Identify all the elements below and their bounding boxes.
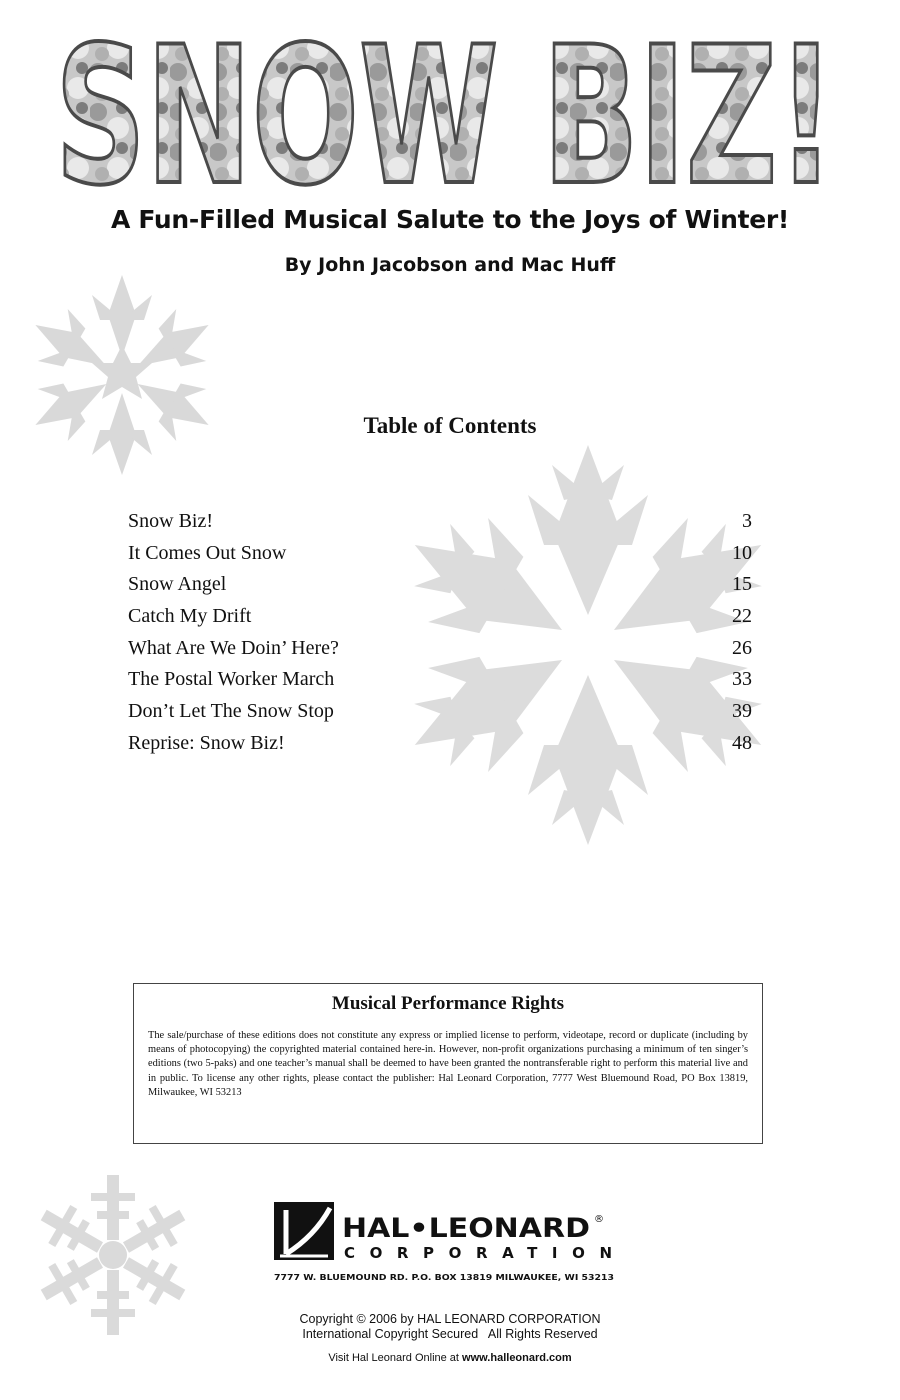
toc-entry — [128, 538, 752, 570]
toc-entry — [128, 506, 752, 538]
toc-entry-page: 26 — [732, 636, 752, 659]
toc-entry-page: 39 — [732, 700, 752, 723]
toc-entry — [128, 664, 752, 696]
publisher-corporation: CORPORATION — [344, 1244, 612, 1262]
toc-entry-page: 10 — [732, 541, 752, 564]
snowflake-small-icon — [12, 265, 232, 485]
toc-entry-title: Don’t Let The Snow Stop — [128, 700, 334, 723]
toc-entry-title: What Are We Doin’ Here? — [128, 636, 339, 659]
visit-line — [0, 1352, 900, 1364]
toc-entry-title: The Postal Worker March — [128, 668, 335, 691]
hal-leonard-emblem-icon — [274, 1202, 334, 1260]
byline: By John Jacobson and Mac Huff — [284, 254, 616, 276]
copyright-line-1: Copyright © 2006 by HAL LEONARD CORPORATION — [299, 1312, 601, 1326]
rights-text: The sale/purchase of these editions does not constitute any express or implied license to perform, videotape, record or duplicate (including by means of photocopying) the copyrighted material contained here-in. However, non-profit organizations purchasing a minimum of ten singer’s editions (two 5-paks) and one teacher’s manual shall be deemed to have been granted the nontransferable right to perform this material live and in public. To license any other rights, please contact the publisher: Hal Leonard Corporation, 7777 West Bluemound Road, PO Box 13819, Milwaukee, WI 53213 — [148, 1030, 748, 1098]
toc-entry-page: 33 — [732, 668, 752, 691]
toc-entry-title: Catch My Drift — [128, 605, 252, 628]
website-link[interactable]: www.halleonard.com — [462, 1352, 572, 1364]
visit-prefix: Visit Hal Leonard Online at — [328, 1352, 459, 1364]
toc-entry — [128, 601, 752, 633]
hal-leonard-logo — [272, 1200, 622, 1290]
publisher-address: 7777 W. BLUEMOUND RD. P.O. BOX 13819 MILWAUKEE, WI 53213 — [274, 1273, 614, 1282]
toc-entry-page: 22 — [732, 605, 752, 628]
title-logo — [50, 22, 840, 197]
subtitle: A Fun-Filled Musical Salute to the Joys of Winter! — [110, 205, 790, 234]
toc-entry — [128, 569, 752, 601]
table-of-contents — [128, 506, 752, 760]
toc-entry-page: 15 — [732, 573, 752, 596]
publisher-name: HAL•LEONARD — [342, 1213, 590, 1244]
toc-entry-title: Snow Biz! — [128, 510, 213, 532]
title-text: SNOW BIZ! — [55, 22, 835, 197]
toc-entry — [128, 728, 752, 760]
toc-entry — [128, 696, 752, 728]
toc-entry-title: Reprise: Snow Biz! — [128, 731, 285, 754]
toc-entry — [128, 633, 752, 665]
toc-entry-page: 3 — [742, 510, 752, 532]
registered-mark: ® — [594, 1214, 604, 1225]
toc-entry-title: It Comes Out Snow — [128, 541, 287, 564]
rights-title: Musical Performance Rights — [331, 993, 565, 1014]
toc-heading: Table of Contents — [363, 413, 537, 438]
toc-entry-page: 48 — [732, 731, 752, 754]
copyright-notice — [0, 1312, 900, 1342]
performance-rights-box — [133, 983, 763, 1144]
copyright-line-2: International Copyright Secured All Rights Reserved — [302, 1327, 598, 1341]
toc-entry-title: Snow Angel — [128, 573, 227, 596]
